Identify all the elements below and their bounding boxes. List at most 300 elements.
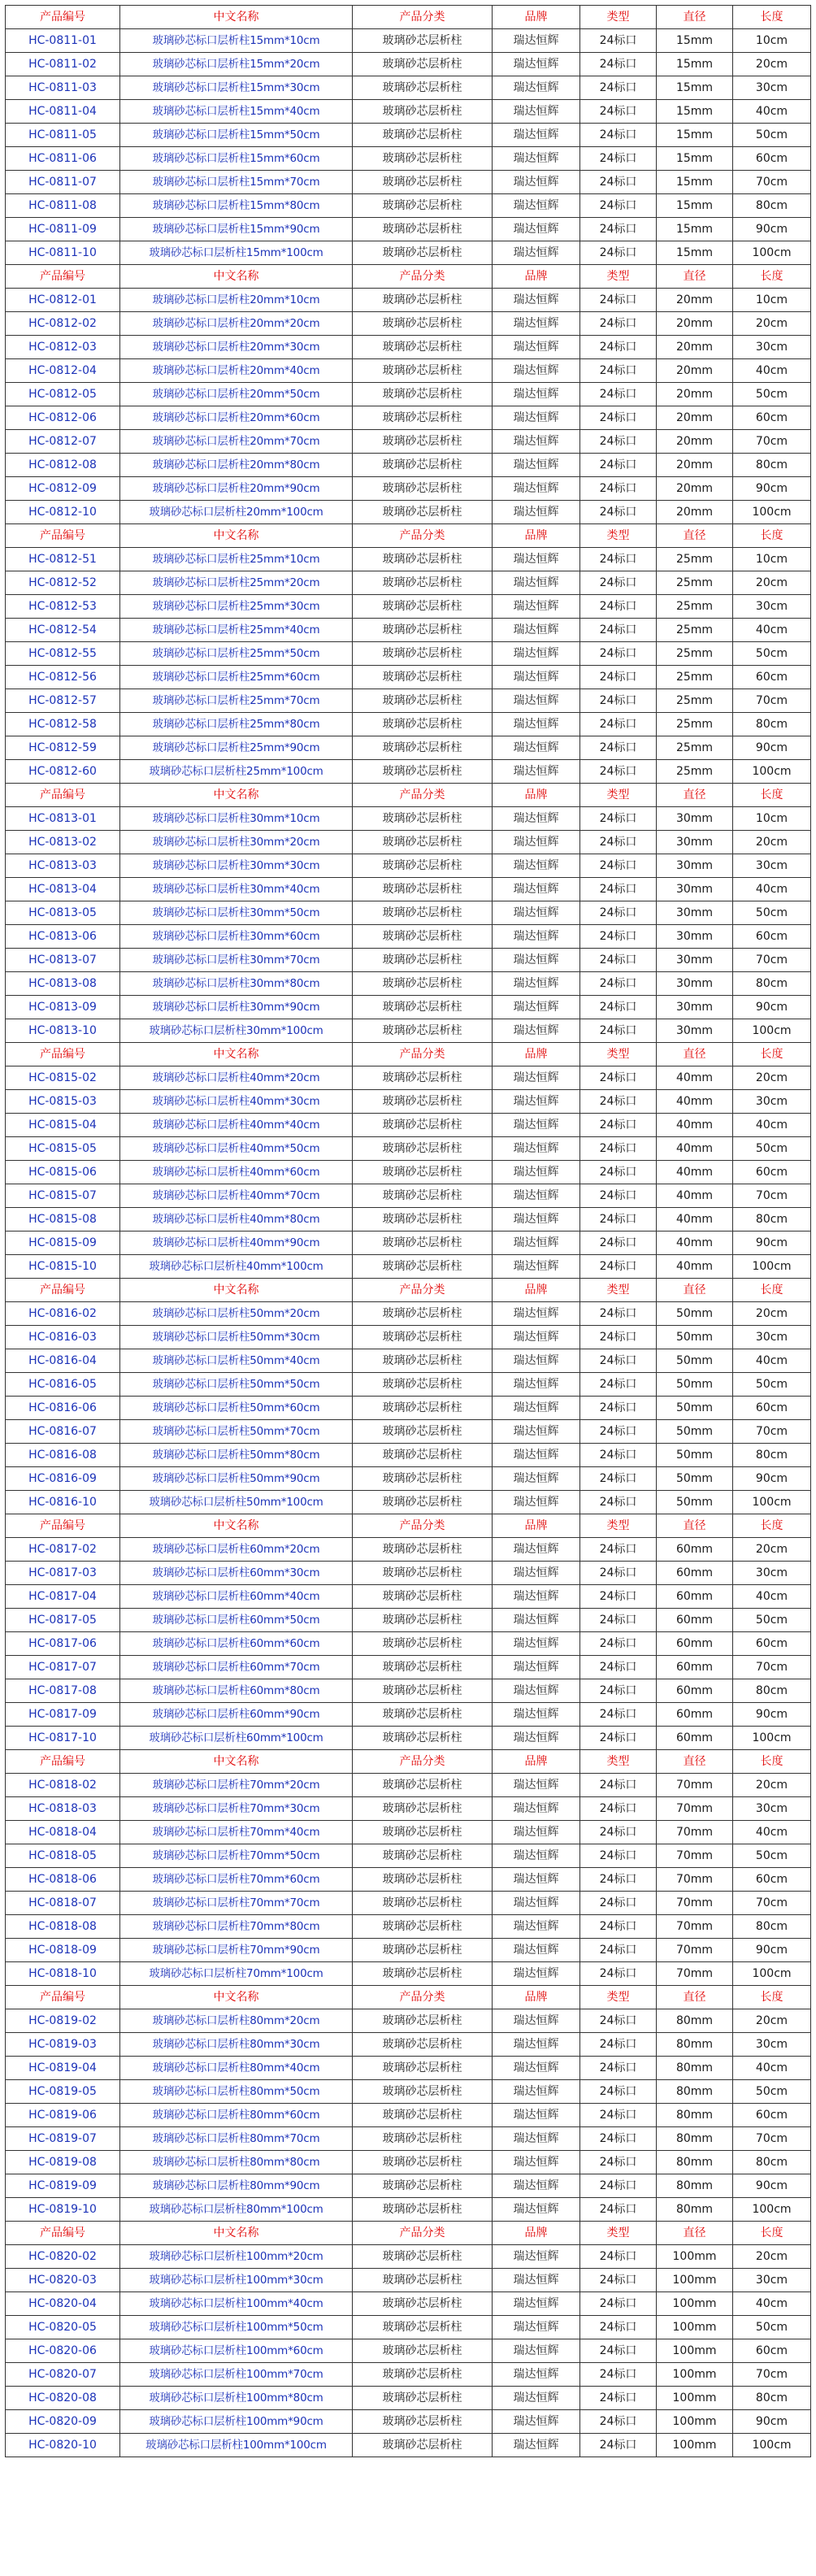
cell-type: 24标口 bbox=[580, 1632, 657, 1656]
cell-type: 24标口 bbox=[580, 1939, 657, 1962]
cell-type: 24标口 bbox=[580, 1727, 657, 1750]
cell-type: 24标口 bbox=[580, 2057, 657, 2080]
cell-diameter: 30mm bbox=[657, 925, 733, 949]
table-row bbox=[6, 124, 811, 147]
cell-product-code: HC-0818-07 bbox=[6, 1892, 120, 1915]
cell-type: 24标口 bbox=[580, 901, 657, 925]
cell-type: 24标口 bbox=[580, 501, 657, 524]
table-row bbox=[6, 571, 811, 595]
cell-product-category: 玻璃砂芯层析柱 bbox=[353, 241, 493, 265]
cell-type: 24标口 bbox=[580, 2269, 657, 2292]
cell-product-code: HC-0811-03 bbox=[6, 76, 120, 100]
cell-chinese-name: 玻璃砂芯标口层析柱60mm*100cm bbox=[120, 1727, 353, 1750]
cell-diameter: 50mm bbox=[657, 1302, 733, 1326]
cell-length: 40cm bbox=[733, 359, 811, 383]
cell-chinese-name: 玻璃砂芯标口层析柱25mm*80cm bbox=[120, 713, 353, 736]
table-row bbox=[6, 147, 811, 171]
header-chinese-name: 中文名称 bbox=[120, 6, 353, 29]
cell-chinese-name: 玻璃砂芯标口层析柱20mm*100cm bbox=[120, 501, 353, 524]
cell-product-category: 玻璃砂芯层析柱 bbox=[353, 1208, 493, 1232]
cell-product-code: HC-0818-04 bbox=[6, 1821, 120, 1844]
cell-brand: 瑞达恒辉 bbox=[493, 1349, 580, 1373]
cell-product-code: HC-0817-08 bbox=[6, 1679, 120, 1703]
cell-chinese-name: 玻璃砂芯标口层析柱50mm*60cm bbox=[120, 1397, 353, 1420]
cell-diameter: 80mm bbox=[657, 2104, 733, 2127]
cell-diameter: 15mm bbox=[657, 241, 733, 265]
cell-brand: 瑞达恒辉 bbox=[493, 1444, 580, 1467]
cell-length: 50cm bbox=[733, 124, 811, 147]
cell-type: 24标口 bbox=[580, 1821, 657, 1844]
table-row bbox=[6, 2080, 811, 2104]
cell-product-code: HC-0816-10 bbox=[6, 1491, 120, 1514]
cell-diameter: 30mm bbox=[657, 807, 733, 831]
cell-type: 24标口 bbox=[580, 1114, 657, 1137]
table-row bbox=[6, 666, 811, 689]
cell-brand: 瑞达恒辉 bbox=[493, 1679, 580, 1703]
cell-chinese-name: 玻璃砂芯标口层析柱20mm*40cm bbox=[120, 359, 353, 383]
cell-length: 70cm bbox=[733, 2127, 811, 2151]
cell-brand: 瑞达恒辉 bbox=[493, 1326, 580, 1349]
cell-type: 24标口 bbox=[580, 2245, 657, 2269]
cell-type: 24标口 bbox=[580, 642, 657, 666]
cell-brand: 瑞达恒辉 bbox=[493, 383, 580, 406]
table-header-row bbox=[6, 265, 811, 289]
cell-length: 50cm bbox=[733, 1137, 811, 1161]
header-diameter: 直径 bbox=[657, 524, 733, 548]
table-row bbox=[6, 383, 811, 406]
cell-length: 100cm bbox=[733, 1962, 811, 1986]
cell-length: 80cm bbox=[733, 1915, 811, 1939]
cell-chinese-name: 玻璃砂芯标口层析柱40mm*80cm bbox=[120, 1208, 353, 1232]
cell-type: 24标口 bbox=[580, 666, 657, 689]
cell-length: 30cm bbox=[733, 2033, 811, 2057]
cell-product-code: HC-0813-10 bbox=[6, 1019, 120, 1043]
cell-length: 60cm bbox=[733, 1161, 811, 1184]
cell-diameter: 25mm bbox=[657, 666, 733, 689]
cell-product-code: HC-0811-04 bbox=[6, 100, 120, 124]
cell-diameter: 15mm bbox=[657, 171, 733, 194]
cell-length: 40cm bbox=[733, 878, 811, 901]
cell-length: 50cm bbox=[733, 1844, 811, 1868]
cell-chinese-name: 玻璃砂芯标口层析柱70mm*70cm bbox=[120, 1892, 353, 1915]
header-product-category: 产品分类 bbox=[353, 1514, 493, 1538]
cell-length: 90cm bbox=[733, 1703, 811, 1727]
cell-product-category: 玻璃砂芯层析柱 bbox=[353, 1184, 493, 1208]
cell-brand: 瑞达恒辉 bbox=[493, 1397, 580, 1420]
cell-product-category: 玻璃砂芯层析柱 bbox=[353, 2387, 493, 2410]
cell-diameter: 15mm bbox=[657, 218, 733, 241]
cell-brand: 瑞达恒辉 bbox=[493, 289, 580, 312]
cell-product-category: 玻璃砂芯层析柱 bbox=[353, 1632, 493, 1656]
table-row bbox=[6, 2174, 811, 2198]
table-row bbox=[6, 807, 811, 831]
cell-brand: 瑞达恒辉 bbox=[493, 854, 580, 878]
table-header-row bbox=[6, 1514, 811, 1538]
header-diameter: 直径 bbox=[657, 1986, 733, 2009]
cell-product-category: 玻璃砂芯层析柱 bbox=[353, 854, 493, 878]
table-row bbox=[6, 53, 811, 76]
cell-chinese-name: 玻璃砂芯标口层析柱15mm*90cm bbox=[120, 218, 353, 241]
cell-chinese-name: 玻璃砂芯标口层析柱100mm*70cm bbox=[120, 2363, 353, 2387]
header-chinese-name: 中文名称 bbox=[120, 2222, 353, 2245]
cell-brand: 瑞达恒辉 bbox=[493, 901, 580, 925]
cell-brand: 瑞达恒辉 bbox=[493, 1090, 580, 1114]
cell-type: 24标口 bbox=[580, 689, 657, 713]
cell-diameter: 30mm bbox=[657, 1019, 733, 1043]
cell-product-category: 玻璃砂芯层析柱 bbox=[353, 1491, 493, 1514]
cell-length: 90cm bbox=[733, 477, 811, 501]
cell-product-category: 玻璃砂芯层析柱 bbox=[353, 548, 493, 571]
cell-product-category: 玻璃砂芯层析柱 bbox=[353, 1797, 493, 1821]
table-row bbox=[6, 1585, 811, 1609]
cell-product-category: 玻璃砂芯层析柱 bbox=[353, 218, 493, 241]
cell-length: 80cm bbox=[733, 2151, 811, 2174]
cell-chinese-name: 玻璃砂芯标口层析柱60mm*50cm bbox=[120, 1609, 353, 1632]
cell-product-code: HC-0817-10 bbox=[6, 1727, 120, 1750]
cell-length: 20cm bbox=[733, 1302, 811, 1326]
cell-chinese-name: 玻璃砂芯标口层析柱70mm*80cm bbox=[120, 1915, 353, 1939]
cell-length: 40cm bbox=[733, 619, 811, 642]
cell-diameter: 80mm bbox=[657, 2009, 733, 2033]
table-row bbox=[6, 595, 811, 619]
cell-product-code: HC-0812-60 bbox=[6, 760, 120, 784]
cell-length: 40cm bbox=[733, 1114, 811, 1137]
cell-length: 40cm bbox=[733, 2057, 811, 2080]
cell-diameter: 100mm bbox=[657, 2339, 733, 2363]
table-row bbox=[6, 925, 811, 949]
cell-length: 80cm bbox=[733, 1444, 811, 1467]
table-row bbox=[6, 312, 811, 336]
header-chinese-name: 中文名称 bbox=[120, 1750, 353, 1774]
cell-chinese-name: 玻璃砂芯标口层析柱60mm*20cm bbox=[120, 1538, 353, 1562]
cell-product-category: 玻璃砂芯层析柱 bbox=[353, 124, 493, 147]
cell-product-code: HC-0820-06 bbox=[6, 2339, 120, 2363]
header-chinese-name: 中文名称 bbox=[120, 265, 353, 289]
cell-product-category: 玻璃砂芯层析柱 bbox=[353, 736, 493, 760]
cell-diameter: 100mm bbox=[657, 2410, 733, 2434]
cell-length: 10cm bbox=[733, 289, 811, 312]
header-diameter: 直径 bbox=[657, 265, 733, 289]
cell-length: 30cm bbox=[733, 854, 811, 878]
cell-type: 24标口 bbox=[580, 1585, 657, 1609]
table-row bbox=[6, 1444, 811, 1467]
cell-product-code: HC-0819-07 bbox=[6, 2127, 120, 2151]
cell-product-code: HC-0812-55 bbox=[6, 642, 120, 666]
cell-diameter: 40mm bbox=[657, 1255, 733, 1279]
cell-product-category: 玻璃砂芯层析柱 bbox=[353, 2434, 493, 2457]
cell-type: 24标口 bbox=[580, 406, 657, 430]
cell-length: 30cm bbox=[733, 1797, 811, 1821]
cell-diameter: 70mm bbox=[657, 1915, 733, 1939]
cell-product-category: 玻璃砂芯层析柱 bbox=[353, 454, 493, 477]
header-length: 长度 bbox=[733, 1514, 811, 1538]
header-brand: 品牌 bbox=[493, 265, 580, 289]
cell-diameter: 70mm bbox=[657, 1821, 733, 1844]
cell-brand: 瑞达恒辉 bbox=[493, 713, 580, 736]
cell-diameter: 40mm bbox=[657, 1090, 733, 1114]
cell-type: 24标口 bbox=[580, 1797, 657, 1821]
cell-length: 80cm bbox=[733, 454, 811, 477]
cell-type: 24标口 bbox=[580, 1491, 657, 1514]
cell-type: 24标口 bbox=[580, 1868, 657, 1892]
cell-type: 24标口 bbox=[580, 454, 657, 477]
header-length: 长度 bbox=[733, 524, 811, 548]
cell-brand: 瑞达恒辉 bbox=[493, 925, 580, 949]
cell-length: 70cm bbox=[733, 171, 811, 194]
cell-type: 24标口 bbox=[580, 53, 657, 76]
cell-brand: 瑞达恒辉 bbox=[493, 2245, 580, 2269]
cell-product-category: 玻璃砂芯层析柱 bbox=[353, 1066, 493, 1090]
cell-product-category: 玻璃砂芯层析柱 bbox=[353, 925, 493, 949]
cell-diameter: 25mm bbox=[657, 595, 733, 619]
cell-product-code: HC-0820-07 bbox=[6, 2363, 120, 2387]
cell-chinese-name: 玻璃砂芯标口层析柱50mm*100cm bbox=[120, 1491, 353, 1514]
cell-diameter: 70mm bbox=[657, 1774, 733, 1797]
cell-chinese-name: 玻璃砂芯标口层析柱80mm*50cm bbox=[120, 2080, 353, 2104]
cell-product-code: HC-0817-06 bbox=[6, 1632, 120, 1656]
cell-product-category: 玻璃砂芯层析柱 bbox=[353, 1774, 493, 1797]
cell-diameter: 25mm bbox=[657, 548, 733, 571]
cell-length: 90cm bbox=[733, 1232, 811, 1255]
cell-product-category: 玻璃砂芯层析柱 bbox=[353, 2033, 493, 2057]
cell-product-category: 玻璃砂芯层析柱 bbox=[353, 949, 493, 972]
cell-product-category: 玻璃砂芯层析柱 bbox=[353, 2316, 493, 2339]
cell-product-category: 玻璃砂芯层析柱 bbox=[353, 1255, 493, 1279]
cell-product-category: 玻璃砂芯层析柱 bbox=[353, 2174, 493, 2198]
cell-chinese-name: 玻璃砂芯标口层析柱100mm*50cm bbox=[120, 2316, 353, 2339]
cell-type: 24标口 bbox=[580, 1019, 657, 1043]
cell-diameter: 70mm bbox=[657, 1797, 733, 1821]
cell-diameter: 50mm bbox=[657, 1373, 733, 1397]
cell-product-category: 玻璃砂芯层析柱 bbox=[353, 1703, 493, 1727]
header-length: 长度 bbox=[733, 2222, 811, 2245]
cell-brand: 瑞达恒辉 bbox=[493, 1632, 580, 1656]
table-row bbox=[6, 1208, 811, 1232]
cell-type: 24标口 bbox=[580, 383, 657, 406]
table-row bbox=[6, 1538, 811, 1562]
header-brand: 品牌 bbox=[493, 6, 580, 29]
cell-chinese-name: 玻璃砂芯标口层析柱80mm*30cm bbox=[120, 2033, 353, 2057]
cell-product-category: 玻璃砂芯层析柱 bbox=[353, 1349, 493, 1373]
header-product-category: 产品分类 bbox=[353, 2222, 493, 2245]
header-diameter: 直径 bbox=[657, 1279, 733, 1302]
cell-chinese-name: 玻璃砂芯标口层析柱15mm*10cm bbox=[120, 29, 353, 53]
table-row bbox=[6, 171, 811, 194]
cell-type: 24标口 bbox=[580, 831, 657, 854]
table-row bbox=[6, 878, 811, 901]
cell-diameter: 30mm bbox=[657, 972, 733, 996]
table-row bbox=[6, 1066, 811, 1090]
cell-product-code: HC-0820-02 bbox=[6, 2245, 120, 2269]
cell-diameter: 100mm bbox=[657, 2387, 733, 2410]
cell-chinese-name: 玻璃砂芯标口层析柱50mm*70cm bbox=[120, 1420, 353, 1444]
cell-product-code: HC-0819-09 bbox=[6, 2174, 120, 2198]
cell-length: 60cm bbox=[733, 2104, 811, 2127]
cell-length: 40cm bbox=[733, 2292, 811, 2316]
cell-product-code: HC-0813-01 bbox=[6, 807, 120, 831]
cell-type: 24标口 bbox=[580, 171, 657, 194]
cell-type: 24标口 bbox=[580, 1373, 657, 1397]
cell-product-category: 玻璃砂芯层析柱 bbox=[353, 1467, 493, 1491]
cell-length: 50cm bbox=[733, 901, 811, 925]
cell-type: 24标口 bbox=[580, 548, 657, 571]
table-header-row bbox=[6, 1750, 811, 1774]
cell-product-code: HC-0812-10 bbox=[6, 501, 120, 524]
cell-diameter: 20mm bbox=[657, 312, 733, 336]
cell-product-code: HC-0818-09 bbox=[6, 1939, 120, 1962]
table-row bbox=[6, 29, 811, 53]
cell-chinese-name: 玻璃砂芯标口层析柱40mm*70cm bbox=[120, 1184, 353, 1208]
cell-product-code: HC-0820-05 bbox=[6, 2316, 120, 2339]
cell-brand: 瑞达恒辉 bbox=[493, 2363, 580, 2387]
cell-diameter: 25mm bbox=[657, 689, 733, 713]
table-row bbox=[6, 1703, 811, 1727]
table-row bbox=[6, 2363, 811, 2387]
header-type: 类型 bbox=[580, 1514, 657, 1538]
header-product-code: 产品编号 bbox=[6, 1514, 120, 1538]
header-product-category: 产品分类 bbox=[353, 1043, 493, 1066]
cell-product-code: HC-0811-10 bbox=[6, 241, 120, 265]
cell-brand: 瑞达恒辉 bbox=[493, 1184, 580, 1208]
cell-product-category: 玻璃砂芯层析柱 bbox=[353, 194, 493, 218]
cell-type: 24标口 bbox=[580, 2080, 657, 2104]
cell-length: 40cm bbox=[733, 1585, 811, 1609]
cell-chinese-name: 玻璃砂芯标口层析柱50mm*80cm bbox=[120, 1444, 353, 1467]
header-length: 长度 bbox=[733, 6, 811, 29]
cell-brand: 瑞达恒辉 bbox=[493, 1137, 580, 1161]
cell-product-category: 玻璃砂芯层析柱 bbox=[353, 100, 493, 124]
cell-product-code: HC-0813-05 bbox=[6, 901, 120, 925]
cell-diameter: 20mm bbox=[657, 501, 733, 524]
cell-diameter: 20mm bbox=[657, 359, 733, 383]
cell-product-code: HC-0818-10 bbox=[6, 1962, 120, 1986]
cell-length: 70cm bbox=[733, 1184, 811, 1208]
cell-chinese-name: 玻璃砂芯标口层析柱40mm*40cm bbox=[120, 1114, 353, 1137]
cell-product-code: HC-0816-06 bbox=[6, 1397, 120, 1420]
cell-type: 24标口 bbox=[580, 1962, 657, 1986]
cell-product-code: HC-0817-03 bbox=[6, 1562, 120, 1585]
cell-chinese-name: 玻璃砂芯标口层析柱15mm*20cm bbox=[120, 53, 353, 76]
table-header-row bbox=[6, 1279, 811, 1302]
cell-diameter: 20mm bbox=[657, 430, 733, 454]
cell-length: 80cm bbox=[733, 713, 811, 736]
table-row bbox=[6, 2339, 811, 2363]
cell-product-category: 玻璃砂芯层析柱 bbox=[353, 1232, 493, 1255]
header-brand: 品牌 bbox=[493, 1514, 580, 1538]
cell-type: 24标口 bbox=[580, 2104, 657, 2127]
cell-product-category: 玻璃砂芯层析柱 bbox=[353, 2339, 493, 2363]
cell-product-category: 玻璃砂芯层析柱 bbox=[353, 807, 493, 831]
cell-diameter: 15mm bbox=[657, 147, 733, 171]
cell-length: 80cm bbox=[733, 2387, 811, 2410]
cell-chinese-name: 玻璃砂芯标口层析柱30mm*90cm bbox=[120, 996, 353, 1019]
cell-type: 24标口 bbox=[580, 1703, 657, 1727]
cell-length: 30cm bbox=[733, 1326, 811, 1349]
cell-chinese-name: 玻璃砂芯标口层析柱25mm*90cm bbox=[120, 736, 353, 760]
table-row bbox=[6, 2269, 811, 2292]
cell-diameter: 20mm bbox=[657, 477, 733, 501]
cell-chinese-name: 玻璃砂芯标口层析柱15mm*30cm bbox=[120, 76, 353, 100]
header-brand: 品牌 bbox=[493, 1279, 580, 1302]
cell-brand: 瑞达恒辉 bbox=[493, 359, 580, 383]
cell-product-code: HC-0817-07 bbox=[6, 1656, 120, 1679]
cell-length: 20cm bbox=[733, 312, 811, 336]
cell-type: 24标口 bbox=[580, 2009, 657, 2033]
cell-product-code: HC-0817-09 bbox=[6, 1703, 120, 1727]
cell-chinese-name: 玻璃砂芯标口层析柱40mm*100cm bbox=[120, 1255, 353, 1279]
cell-diameter: 80mm bbox=[657, 2057, 733, 2080]
cell-type: 24标口 bbox=[580, 949, 657, 972]
cell-product-code: HC-0812-01 bbox=[6, 289, 120, 312]
cell-diameter: 30mm bbox=[657, 996, 733, 1019]
cell-diameter: 70mm bbox=[657, 1844, 733, 1868]
cell-length: 60cm bbox=[733, 147, 811, 171]
table-row bbox=[6, 501, 811, 524]
cell-brand: 瑞达恒辉 bbox=[493, 171, 580, 194]
header-length: 长度 bbox=[733, 1043, 811, 1066]
cell-type: 24标口 bbox=[580, 477, 657, 501]
cell-length: 100cm bbox=[733, 1491, 811, 1514]
cell-chinese-name: 玻璃砂芯标口层析柱80mm*100cm bbox=[120, 2198, 353, 2222]
cell-brand: 瑞达恒辉 bbox=[493, 972, 580, 996]
cell-length: 90cm bbox=[733, 218, 811, 241]
cell-diameter: 60mm bbox=[657, 1703, 733, 1727]
cell-type: 24标口 bbox=[580, 925, 657, 949]
cell-product-category: 玻璃砂芯层析柱 bbox=[353, 29, 493, 53]
table-row bbox=[6, 1090, 811, 1114]
cell-chinese-name: 玻璃砂芯标口层析柱70mm*50cm bbox=[120, 1844, 353, 1868]
cell-length: 50cm bbox=[733, 1373, 811, 1397]
cell-type: 24标口 bbox=[580, 241, 657, 265]
table-row bbox=[6, 1962, 811, 1986]
cell-diameter: 20mm bbox=[657, 406, 733, 430]
cell-diameter: 50mm bbox=[657, 1420, 733, 1444]
cell-product-code: HC-0811-07 bbox=[6, 171, 120, 194]
cell-chinese-name: 玻璃砂芯标口层析柱40mm*30cm bbox=[120, 1090, 353, 1114]
header-product-category: 产品分类 bbox=[353, 784, 493, 807]
table-row bbox=[6, 289, 811, 312]
cell-product-code: HC-0812-59 bbox=[6, 736, 120, 760]
cell-product-code: HC-0819-03 bbox=[6, 2033, 120, 2057]
cell-diameter: 40mm bbox=[657, 1208, 733, 1232]
header-brand: 品牌 bbox=[493, 2222, 580, 2245]
cell-chinese-name: 玻璃砂芯标口层析柱70mm*30cm bbox=[120, 1797, 353, 1821]
table-row bbox=[6, 1302, 811, 1326]
cell-chinese-name: 玻璃砂芯标口层析柱40mm*60cm bbox=[120, 1161, 353, 1184]
cell-type: 24标口 bbox=[580, 571, 657, 595]
cell-type: 24标口 bbox=[580, 218, 657, 241]
cell-brand: 瑞达恒辉 bbox=[493, 1821, 580, 1844]
header-type: 类型 bbox=[580, 1750, 657, 1774]
cell-chinese-name: 玻璃砂芯标口层析柱40mm*20cm bbox=[120, 1066, 353, 1090]
cell-brand: 瑞达恒辉 bbox=[493, 2410, 580, 2434]
cell-length: 90cm bbox=[733, 1467, 811, 1491]
cell-chinese-name: 玻璃砂芯标口层析柱20mm*10cm bbox=[120, 289, 353, 312]
cell-product-category: 玻璃砂芯层析柱 bbox=[353, 147, 493, 171]
cell-product-code: HC-0815-06 bbox=[6, 1161, 120, 1184]
cell-product-code: HC-0817-04 bbox=[6, 1585, 120, 1609]
cell-product-category: 玻璃砂芯层析柱 bbox=[353, 901, 493, 925]
cell-product-category: 玻璃砂芯层析柱 bbox=[353, 76, 493, 100]
header-length: 长度 bbox=[733, 1750, 811, 1774]
header-type: 类型 bbox=[580, 265, 657, 289]
cell-diameter: 40mm bbox=[657, 1066, 733, 1090]
table-header-row bbox=[6, 6, 811, 29]
cell-product-category: 玻璃砂芯层析柱 bbox=[353, 1326, 493, 1349]
cell-brand: 瑞达恒辉 bbox=[493, 2009, 580, 2033]
cell-length: 30cm bbox=[733, 336, 811, 359]
cell-length: 20cm bbox=[733, 1066, 811, 1090]
